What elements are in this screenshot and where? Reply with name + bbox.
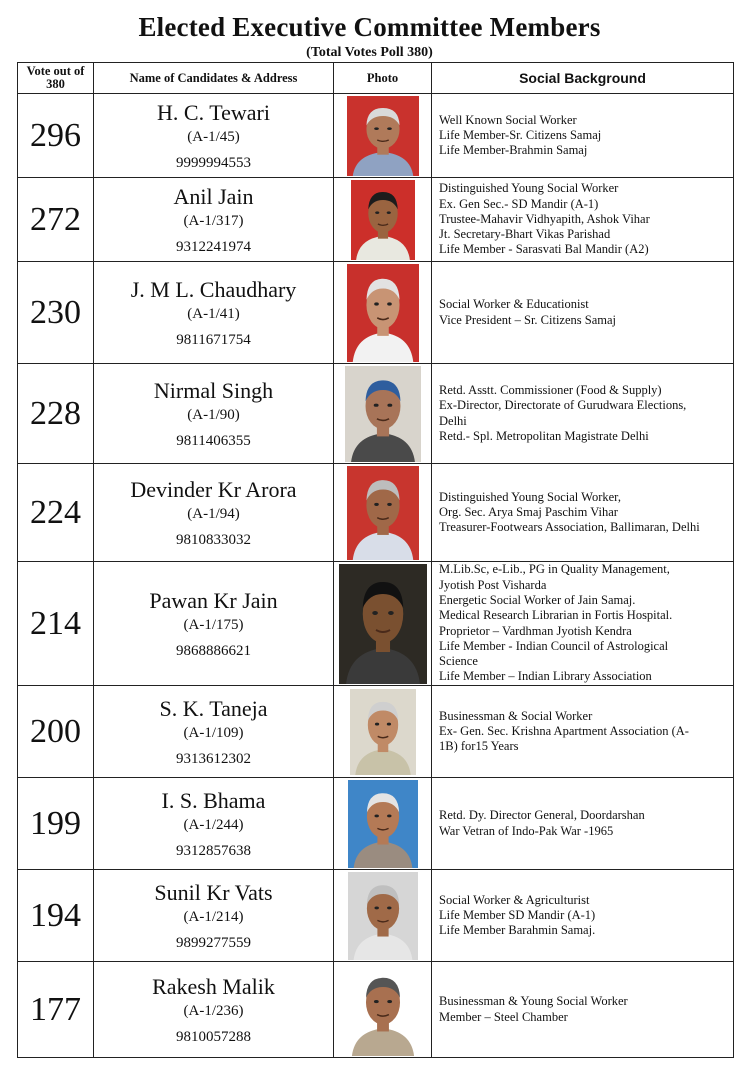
header-votes: Vote out of 380 — [18, 63, 94, 94]
members-table — [17, 62, 734, 1058]
social-background — [432, 364, 734, 464]
vote-count: 296 — [18, 94, 94, 178]
social-line: Life Member SD Mandir (A-1) — [439, 907, 596, 922]
vote-count: 230 — [18, 262, 94, 364]
table-row — [18, 870, 734, 962]
candidate-cell — [94, 464, 334, 562]
table-body — [18, 94, 734, 1058]
social-background — [432, 262, 734, 364]
table-row — [18, 778, 734, 870]
vote-count: 214 — [18, 562, 94, 686]
social-line: Jyotish Post Visharda — [439, 577, 547, 592]
table-row — [18, 364, 734, 464]
candidate-cell — [94, 364, 334, 464]
vote-count: 272 — [18, 178, 94, 262]
photo-cell — [334, 464, 432, 562]
social-background — [432, 464, 734, 562]
vote-count: 228 — [18, 364, 94, 464]
table-row — [18, 686, 734, 778]
candidate-phone: 9811406355 — [176, 432, 251, 449]
header-photo: Photo — [334, 63, 432, 94]
photo-cell — [334, 962, 432, 1058]
social-line: Social Worker & Educationist — [439, 297, 589, 312]
social-line: Energetic Social Worker of Jain Samaj. — [439, 592, 636, 607]
candidate-phone: 9899277559 — [176, 934, 251, 951]
social-line: Well Known Social Worker — [439, 112, 577, 127]
table-row — [18, 962, 734, 1058]
candidate-name: Devinder Kr Arora — [130, 476, 297, 502]
candidate-address: (A-1/236) — [183, 1002, 244, 1019]
candidate-address: (A-1/94) — [187, 505, 240, 522]
candidate-name: Rakesh Malik — [152, 973, 275, 999]
social-background — [432, 778, 734, 870]
candidate-address: (A-1/317) — [183, 212, 244, 229]
photo-cell — [334, 364, 432, 464]
portrait-icon — [345, 366, 421, 462]
candidate-cell — [94, 94, 334, 178]
social-line: Distinguished Young Social Worker — [439, 181, 619, 196]
candidate-phone: 9999994553 — [176, 154, 251, 171]
page-title: Elected Executive Committee Members — [138, 12, 601, 42]
social-background — [432, 178, 734, 262]
candidate-phone: 9313612302 — [176, 750, 251, 767]
social-line: Treasurer-Footwears Association, Ballimaran, Delhi — [439, 520, 700, 535]
social-line: Trustee-Mahavir Vidhyapith, Ashok Vihar — [439, 211, 650, 226]
page-subtitle: (Total Votes Poll 380) — [306, 45, 433, 60]
portrait-icon — [347, 466, 419, 560]
candidate-address: (A-1/244) — [183, 816, 244, 833]
social-line: Proprietor – Vardhman Jyotish Kendra — [439, 623, 632, 638]
social-background — [432, 870, 734, 962]
social-line: Life Member Barahmin Samaj. — [439, 923, 596, 938]
social-line: Distinguished Young Social Worker, — [439, 489, 621, 504]
candidate-phone: 9810833032 — [176, 531, 251, 548]
social-background — [432, 94, 734, 178]
social-line: Retd. Asstt. Commissioner (Food & Supply) — [439, 382, 662, 397]
social-line: Ex- Gen. Sec. Krishna Apartment Association (A- — [439, 723, 689, 738]
photo-cell — [334, 94, 432, 178]
social-line: Life Member – Indian Library Association — [439, 669, 652, 684]
photo-cell — [334, 562, 432, 686]
table-row — [18, 562, 734, 686]
portrait-icon — [347, 264, 419, 362]
portrait-icon — [350, 689, 416, 775]
table-row — [18, 94, 734, 178]
social-background — [432, 562, 734, 686]
social-line: Life Member-Sr. Citizens Samaj — [439, 127, 602, 142]
photo-cell — [334, 870, 432, 962]
social-line: Retd.- Spl. Metropolitan Magistrate Delhi — [439, 428, 649, 443]
candidate-phone: 9868886621 — [176, 642, 251, 659]
social-line: Retd. Dy. Director General, Doordarshan — [439, 808, 645, 823]
table-row — [18, 178, 734, 262]
candidate-cell — [94, 962, 334, 1058]
social-line: Life Member - Sarasvati Bal Mandir (A2) — [439, 242, 649, 257]
candidate-cell — [94, 686, 334, 778]
social-line: Businessman & Young Social Worker — [439, 994, 628, 1009]
social-line: Vice President – Sr. Citizens Samaj — [439, 312, 617, 327]
candidate-name: Nirmal Singh — [153, 377, 274, 403]
social-line: Science — [439, 654, 478, 669]
candidate-name: Pawan Kr Jain — [149, 587, 278, 613]
social-line: Delhi — [439, 413, 467, 428]
candidate-name: Anil Jain — [173, 183, 254, 209]
social-line: Org. Sec. Arya Smaj Paschim Vihar — [439, 504, 618, 519]
social-line: 1B) for15 Years — [439, 739, 519, 754]
table-row — [18, 262, 734, 364]
candidate-name: Sunil Kr Vats — [154, 879, 273, 905]
candidate-address: (A-1/90) — [187, 406, 240, 423]
header-name: Name of Candidates & Address — [94, 63, 334, 94]
photo-cell — [334, 262, 432, 364]
vote-count: 177 — [18, 962, 94, 1058]
social-line: M.Lib.Sc, e-Lib., PG in Quality Management, — [439, 562, 670, 577]
social-line: Ex-Director, Directorate of Gurudwara Elections, — [439, 398, 687, 413]
social-line: Life Member - Indian Council of Astrological — [439, 638, 669, 653]
candidate-address: (A-1/175) — [183, 616, 244, 633]
portrait-icon — [351, 180, 415, 260]
table-header-row — [18, 63, 734, 94]
social-line: Member – Steel Chamber — [439, 1009, 568, 1024]
candidate-name: H. C. Tewari — [157, 99, 270, 125]
vote-count: 200 — [18, 686, 94, 778]
social-line: Medical Research Librarian in Fortis Hospital. — [439, 608, 673, 623]
photo-cell — [334, 178, 432, 262]
social-line: Social Worker & Agriculturist — [439, 892, 590, 907]
portrait-icon — [339, 564, 427, 684]
candidate-phone: 9811671754 — [176, 331, 251, 348]
candidate-address: (A-1/109) — [183, 724, 244, 741]
candidate-name: S. K. Taneja — [159, 695, 268, 721]
candidate-cell — [94, 870, 334, 962]
portrait-icon — [348, 872, 418, 960]
header-social: Social Background — [432, 63, 734, 94]
social-background — [432, 962, 734, 1058]
portrait-icon — [346, 964, 420, 1056]
candidate-address: (A-1/45) — [187, 128, 240, 145]
social-line: Life Member-Brahmin Samaj — [439, 143, 588, 158]
social-line: Jt. Secretary-Bhart Vikas Parishad — [439, 227, 611, 242]
candidate-phone: 9312241974 — [176, 238, 251, 255]
candidate-cell — [94, 262, 334, 364]
photo-cell — [334, 778, 432, 870]
candidate-name: I. S. Bhama — [161, 787, 266, 813]
vote-count: 194 — [18, 870, 94, 962]
portrait-icon — [348, 780, 418, 868]
candidate-name: J. M L. Chaudhary — [130, 276, 297, 302]
vote-count: 199 — [18, 778, 94, 870]
candidate-cell — [94, 178, 334, 262]
candidate-address: (A-1/41) — [187, 305, 240, 322]
social-line: Businessman & Social Worker — [439, 708, 593, 723]
table-row — [18, 464, 734, 562]
social-line: Ex. Gen Sec.- SD Mandir (A-1) — [439, 196, 599, 211]
social-background — [432, 686, 734, 778]
photo-cell — [334, 686, 432, 778]
social-line: War Vetran of Indo-Pak War -1965 — [439, 823, 614, 838]
candidate-phone: 9312857638 — [176, 842, 251, 859]
candidate-phone: 9810057288 — [176, 1028, 251, 1045]
portrait-icon — [347, 96, 419, 176]
candidate-cell — [94, 778, 334, 870]
candidate-cell — [94, 562, 334, 686]
vote-count: 224 — [18, 464, 94, 562]
candidate-address: (A-1/214) — [183, 908, 244, 925]
